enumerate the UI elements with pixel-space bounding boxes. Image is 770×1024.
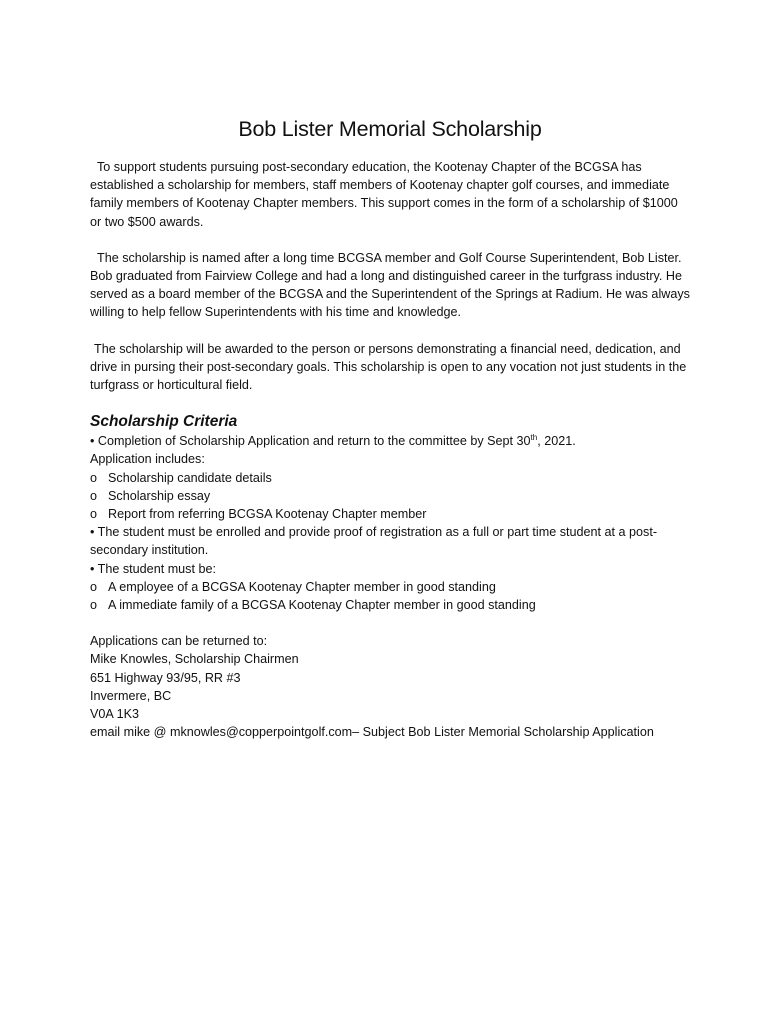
list-item — [90, 596, 690, 614]
criteria-bullet-student-must-be: • The student must be: — [90, 561, 216, 576]
list-item-text: Scholarship candidate details — [108, 470, 272, 485]
list-item — [90, 505, 690, 523]
list-item-text: Report from referring BCGSA Kootenay Chapter member — [108, 507, 427, 522]
application-includes-label: Application includes: — [90, 452, 205, 467]
contact-email: email mike @ mknowles@copperpointgolf.com– Subject Bob Lister Memorial Scholarship Application — [90, 725, 654, 740]
criteria-bullet-enrolled: • The student must be enrolled and provide proof of registration as a full or part time student at a post-secondary institution. — [90, 525, 658, 558]
list-marker: o — [90, 488, 98, 503]
criteria-bullet-completion — [90, 432, 690, 450]
list-item-text: A employee of a BCGSA Kootenay Chapter member in good standing — [108, 579, 496, 594]
criteria-heading: Scholarship Criteria — [90, 413, 238, 431]
contact-intro: Applications can be returned to: — [90, 634, 268, 649]
award-paragraph-text: The scholarship will be awarded to the person or persons demonstrating a financial need, dedication, and drive in pursing their post-secondary goals. This scholarship is open to any vocation not just students in the turfgrass or horticultural field. — [90, 341, 687, 393]
list-item-text: Scholarship essay — [108, 488, 211, 503]
contact-postal-code: V0A 1K3 — [90, 707, 140, 722]
document-title: Bob Lister Memorial Scholarship — [238, 117, 542, 141]
intro-paragraph-text: To support students pursuing post-secondary education, the Kootenay Chapter of the BCGSA has established a scholarship for members, staff members of Kootenay chapter golf courses, and immediate family members of Kootenay Chapter members. This support comes in the form of a scholarship of $1000 or two $500 awards. — [90, 160, 678, 229]
document-body — [90, 114, 690, 741]
namesake-paragraph — [90, 249, 690, 322]
contact-name: Mike Knowles, Scholarship Chairmen — [90, 652, 299, 667]
list-item-text: A immediate family of a BCGSA Kootenay Chapter member in good standing — [108, 598, 536, 613]
contact-city: Invermere, BC — [90, 688, 172, 703]
contact-address: 651 Highway 93/95, RR #3 — [90, 670, 241, 685]
ordinal-suffix: th — [530, 433, 538, 443]
list-item — [90, 487, 690, 505]
list-item — [90, 469, 690, 487]
award-paragraph — [90, 340, 690, 395]
list-item — [90, 578, 690, 596]
criteria-bullet-completion-text: • Completion of Scholarship Application and return to the committee by Sept 30 — [90, 434, 531, 449]
list-marker: o — [90, 507, 98, 522]
list-marker: o — [90, 470, 98, 485]
criteria-bullet-completion-year: , 2021. — [537, 434, 576, 449]
list-marker: o — [90, 598, 98, 613]
namesake-paragraph-text: The scholarship is named after a long time BCGSA member and Golf Course Superintendent, Bob Lister. Bob graduated from Fairview College and had a long and distinguished career in the turfgrass industry. He served as a board member of the BCGSA and the Superintendent of the Springs at Radium. He was always willing to help fellow Superintendents with his time and knowledge. — [90, 250, 690, 320]
spacer — [90, 614, 690, 632]
intro-paragraph — [90, 158, 690, 231]
list-marker: o — [90, 579, 98, 594]
